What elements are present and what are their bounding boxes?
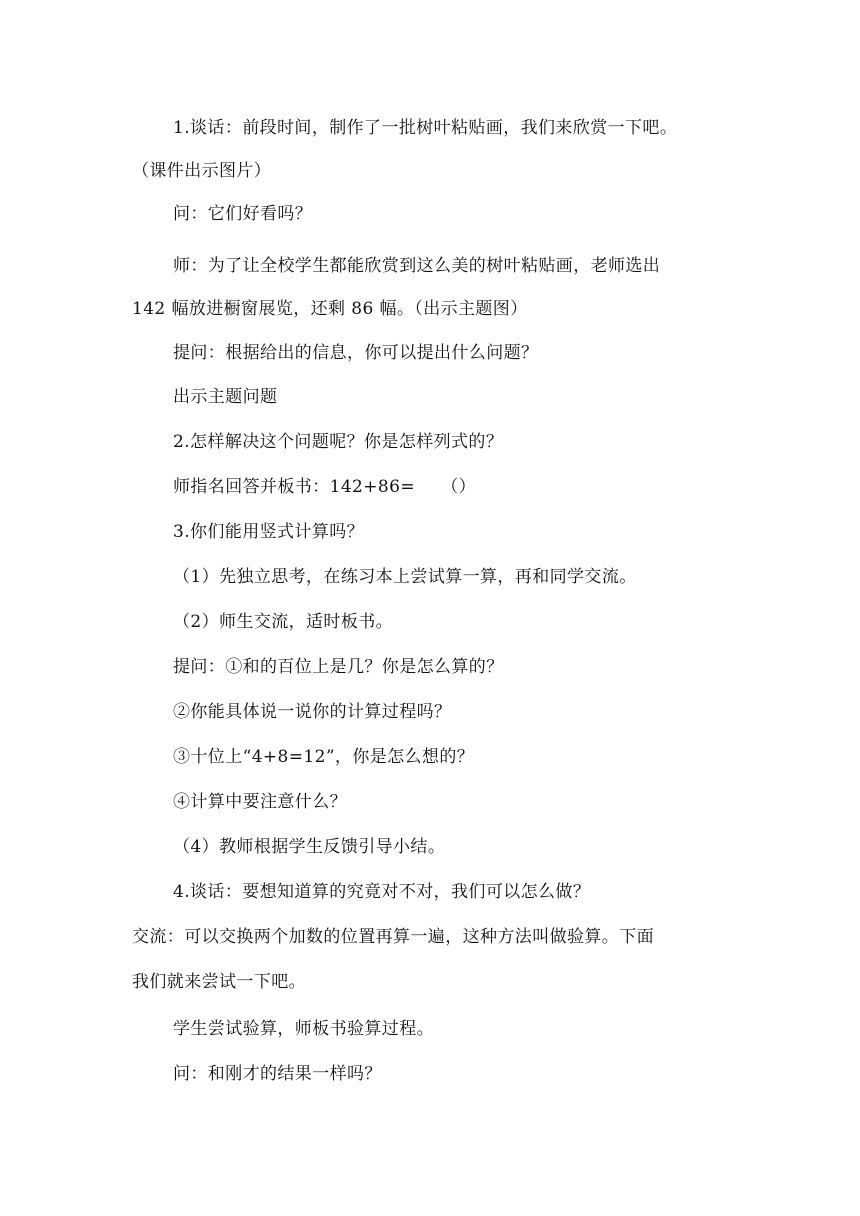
paragraph-line-21: 学生尝试验算，师板书验算过程。 [173,1019,434,1039]
paragraph-line-10: 3.你们能用竖式计算吗？ [173,522,365,542]
paragraph-line-14: ②你能具体说一说你的计算过程吗？ [173,702,452,722]
paragraph-line-2: （课件出示图片） [132,161,272,181]
paragraph-line-16: ④计算中要注意什么？ [173,792,347,812]
paragraph-line-13: 提问：①和的百位上是几？你是怎么算的？ [173,657,504,677]
paragraph-line-5: 142 幅放进橱窗展览，还剩 86 幅。（出示主题图） [132,299,528,319]
paragraph-line-19: 交流：可以交换两个加数的位置再算一遍，这种方法叫做验算。下面 [132,927,654,947]
paragraph-line-22: 问：和刚才的结果一样吗？ [173,1064,382,1084]
paragraph-line-9: 师指名回答并板书：142+86= （） [173,477,477,497]
paragraph-line-7: 出示主题问题 [173,387,278,407]
paragraph-line-20: 我们就来尝试一下吧。 [132,972,306,992]
paragraph-line-4: 师：为了让全校学生都能欣赏到这么美的树叶粘贴画，老师选出 [173,256,661,276]
paragraph-line-6: 提问：根据给出的信息，你可以提出什么问题？ [173,343,539,363]
paragraph-line-17: （4）教师根据学生反馈引导小结。 [173,837,446,857]
paragraph-line-3: 问：它们好看吗？ [173,204,313,224]
paragraph-line-8: 2.怎样解决这个问题呢？你是怎样列式的？ [173,432,504,452]
paragraph-line-15: ③十位上“4+8=12”，你是怎么想的？ [173,747,475,767]
paragraph-line-12: （2）师生交流，适时板书。 [173,612,394,632]
paragraph-line-18: 4.谈话：要想知道算的究竟对不对，我们可以怎么做？ [173,882,591,902]
paragraph-line-11: （1）先独立思考，在练习本上尝试算一算，再和同学交流。 [173,567,637,587]
paragraph-line-1: 1.谈话：前段时间，制作了一批树叶粘贴画，我们来欣赏一下吧。 [173,118,678,138]
